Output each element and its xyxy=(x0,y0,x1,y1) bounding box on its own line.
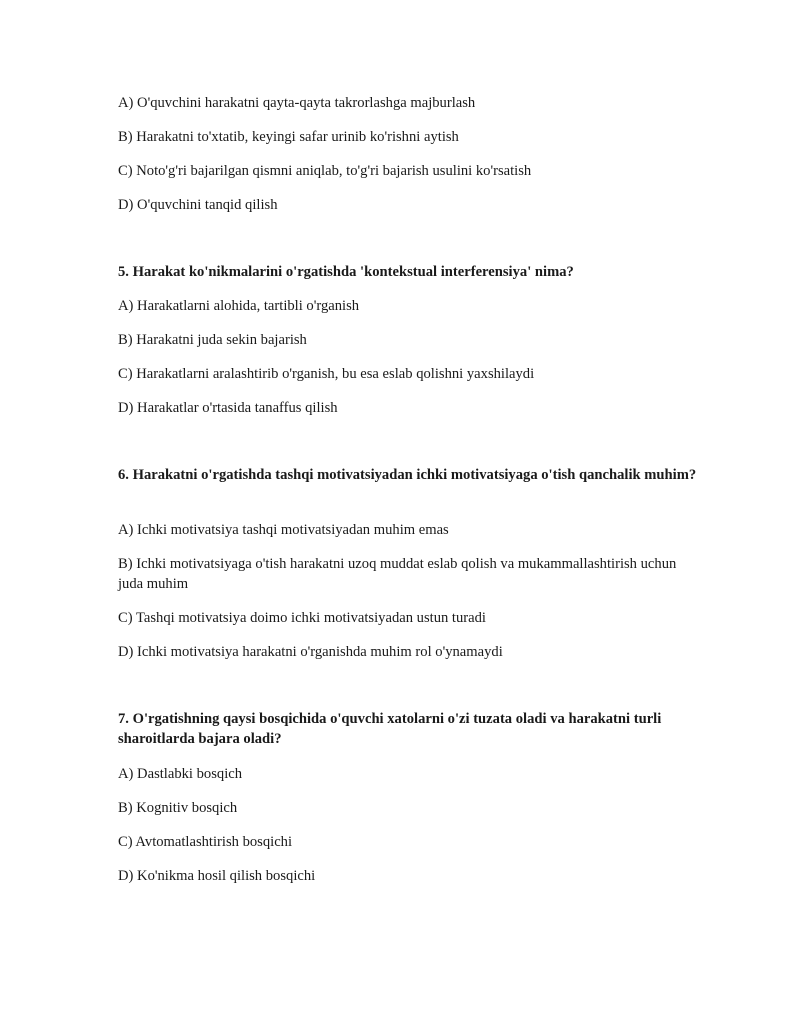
q7-option-c: C) Avtomatlashtirish bosqichi xyxy=(118,834,293,850)
q6-option-a: A) Ichki motivatsiya tashqi motivatsiyadan muhim emas xyxy=(118,522,449,538)
question-5: 5. Harakat ko'nikmalarini o'rgatishda 'kontekstual interferensiya' nima? xyxy=(118,264,574,280)
q7-option-b: B) Kognitiv bosqich xyxy=(118,800,238,816)
question-6: 6. Harakatni o'rgatishda tashqi motivatsiyadan ichki motivatsiyaga o'tish qanchalik muhim? xyxy=(118,467,697,483)
q6-option-b: B) Ichki motivatsiyaga o'tish harakatni uzoq muddat eslab qolish va mukammallashtirish uchun juda muhim xyxy=(118,556,677,592)
option-d: D) O'quvchini tanqid qilish xyxy=(118,197,278,213)
q5-option-a: A) Harakatlarni alohida, tartibli o'rganish xyxy=(118,298,360,314)
option-b: B) Harakatni to'xtatib, keyingi safar urinib ko'rishni aytish xyxy=(118,129,459,145)
q5-option-d: D) Harakatlar o'rtasida tanaffus qilish xyxy=(118,400,338,416)
q5-option-b: B) Harakatni juda sekin bajarish xyxy=(118,332,307,348)
question-7: 7. O'rgatishning qaysi bosqichida o'quvchi xatolarni o'zi tuzata oladi va harakatni turli sharoitlarda bajara oladi? xyxy=(118,711,662,747)
option-c: C) Noto'g'ri bajarilgan qismni aniqlab, to'g'ri bajarish usulini ko'rsatish xyxy=(118,163,532,179)
q6-option-c: C) Tashqi motivatsiya doimo ichki motivatsiyadan ustun turadi xyxy=(118,610,486,626)
q5-option-c: C) Harakatlarni aralashtirib o'rganish, bu esa eslab qolishni yaxshilaydi xyxy=(118,366,535,382)
option-a: A) O'quvchini harakatni qayta-qayta takrorlashga majburlash xyxy=(118,95,476,111)
q7-option-a: A) Dastlabki bosqich xyxy=(118,766,243,782)
q7-option-d: D) Ko'nikma hosil qilish bosqichi xyxy=(118,868,316,884)
q6-option-d: D) Ichki motivatsiya harakatni o'rganishda muhim rol o'ynamaydi xyxy=(118,644,503,660)
